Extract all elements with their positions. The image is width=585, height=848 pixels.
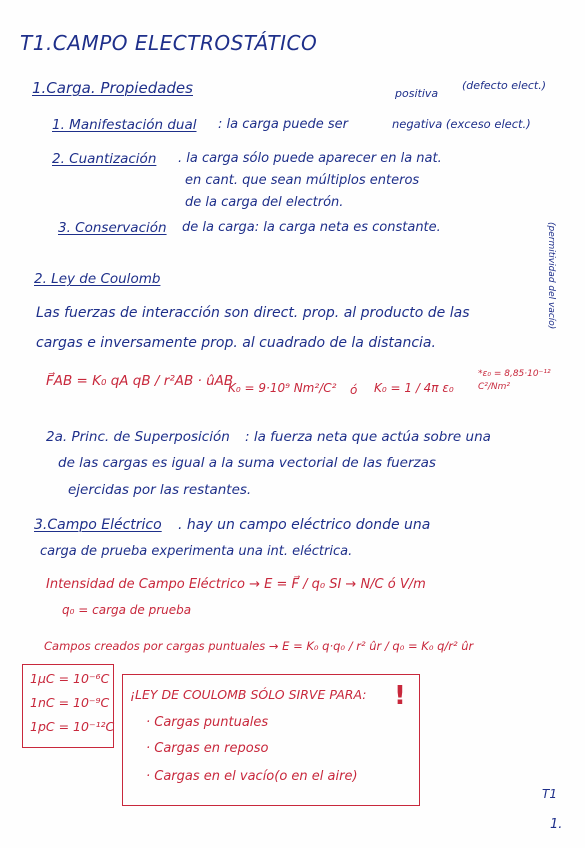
property-2-line3: de la carga del electrón.	[185, 195, 344, 210]
coulomb-constant: K₀ = 9·10⁹ Nm²/C²	[228, 381, 337, 395]
page-number: 1.	[550, 817, 563, 832]
section-2-heading: 2. Ley de Coulomb	[34, 271, 161, 287]
note-defect-elect: (defecto elect.)	[462, 79, 547, 92]
coulomb-line2: cargas e inversamente prop. al cuadrado de la distancia.	[36, 335, 436, 351]
coulomb-conditions-title: ¡LEY DE COULOMB SÓLO SIRVE PARA:	[130, 687, 367, 702]
property-1-text: : la carga puede ser	[218, 117, 349, 132]
condition-rest: · Cargas en reposo	[146, 741, 269, 756]
superposition-line2: de las cargas es igual a la suma vectorial de las fuerzas	[58, 455, 436, 471]
section-3-heading: 3.Campo Eléctrico	[34, 517, 162, 533]
epsilon-note: *ε₀ = 8,85·10⁻¹² C²/Nm²	[478, 369, 551, 392]
nanocoulomb: 1nC = 10⁻⁹C	[30, 695, 110, 710]
section-1-heading: 1.Carga. Propiedades	[32, 79, 193, 97]
coulomb-formula: F⃗AB = K₀ qA qB / r²AB · ûAB	[46, 373, 234, 389]
coulomb-constant-alt: K₀ = 1 / 4π ε₀	[374, 381, 454, 395]
condition-point-charges: · Cargas puntuales	[146, 715, 269, 730]
property-3-text: de la carga: la carga neta es constante.	[182, 220, 441, 235]
property-3-label: 3. Conservación	[58, 220, 167, 236]
field-line1: . hay un campo eléctrico donde una	[178, 517, 431, 533]
picocoulomb: 1pC = 10⁻¹²C	[30, 719, 115, 734]
footer-tag: T1	[542, 787, 557, 801]
note-positive: positiva	[395, 87, 439, 100]
or-label: ó	[350, 383, 358, 397]
superposition-label: 2a. Princ. de Superposición	[46, 429, 230, 445]
test-charge-definition: q₀ = carga de prueba	[62, 603, 192, 617]
permittivity-margin-note: (permitividad del vacío)	[546, 222, 556, 330]
condition-vacuum: · Cargas en el vacío(o en el aire)	[146, 769, 358, 784]
property-1-negative: negativa (exceso elect.)	[392, 117, 531, 131]
property-2-line1: . la carga sólo puede aparecer en la nat.	[178, 151, 442, 166]
field-intensity: Intensidad de Campo Eléctrico → E = F⃗ / q₀ SI → N/C ó V/m	[46, 577, 426, 592]
superposition-line3: ejercidas por las restantes.	[68, 482, 252, 498]
page-title: T1.CAMPO ELECTROSTÁTICO	[20, 31, 318, 55]
property-2-label: 2. Cuantización	[52, 151, 157, 167]
exclamation-mark: !	[394, 681, 406, 711]
field-line2: carga de prueba experimenta una int. eléctrica.	[40, 544, 353, 559]
property-2-line2: en cant. que sean múltiplos enteros	[185, 173, 420, 188]
coulomb-line1: Las fuerzas de interacción son direct. prop. al producto de las	[36, 305, 470, 321]
microcoulomb: 1μC = 10⁻⁶C	[30, 671, 110, 686]
property-1-label: 1. Manifestación dual	[52, 117, 197, 133]
point-charges-field: Campos creados por cargas puntuales → E = K₀ q·q₀ / r² ûr / q₀ = K₀ q/r² ûr	[44, 639, 474, 653]
superposition-line1: : la fuerza neta que actúa sobre una	[245, 429, 491, 445]
